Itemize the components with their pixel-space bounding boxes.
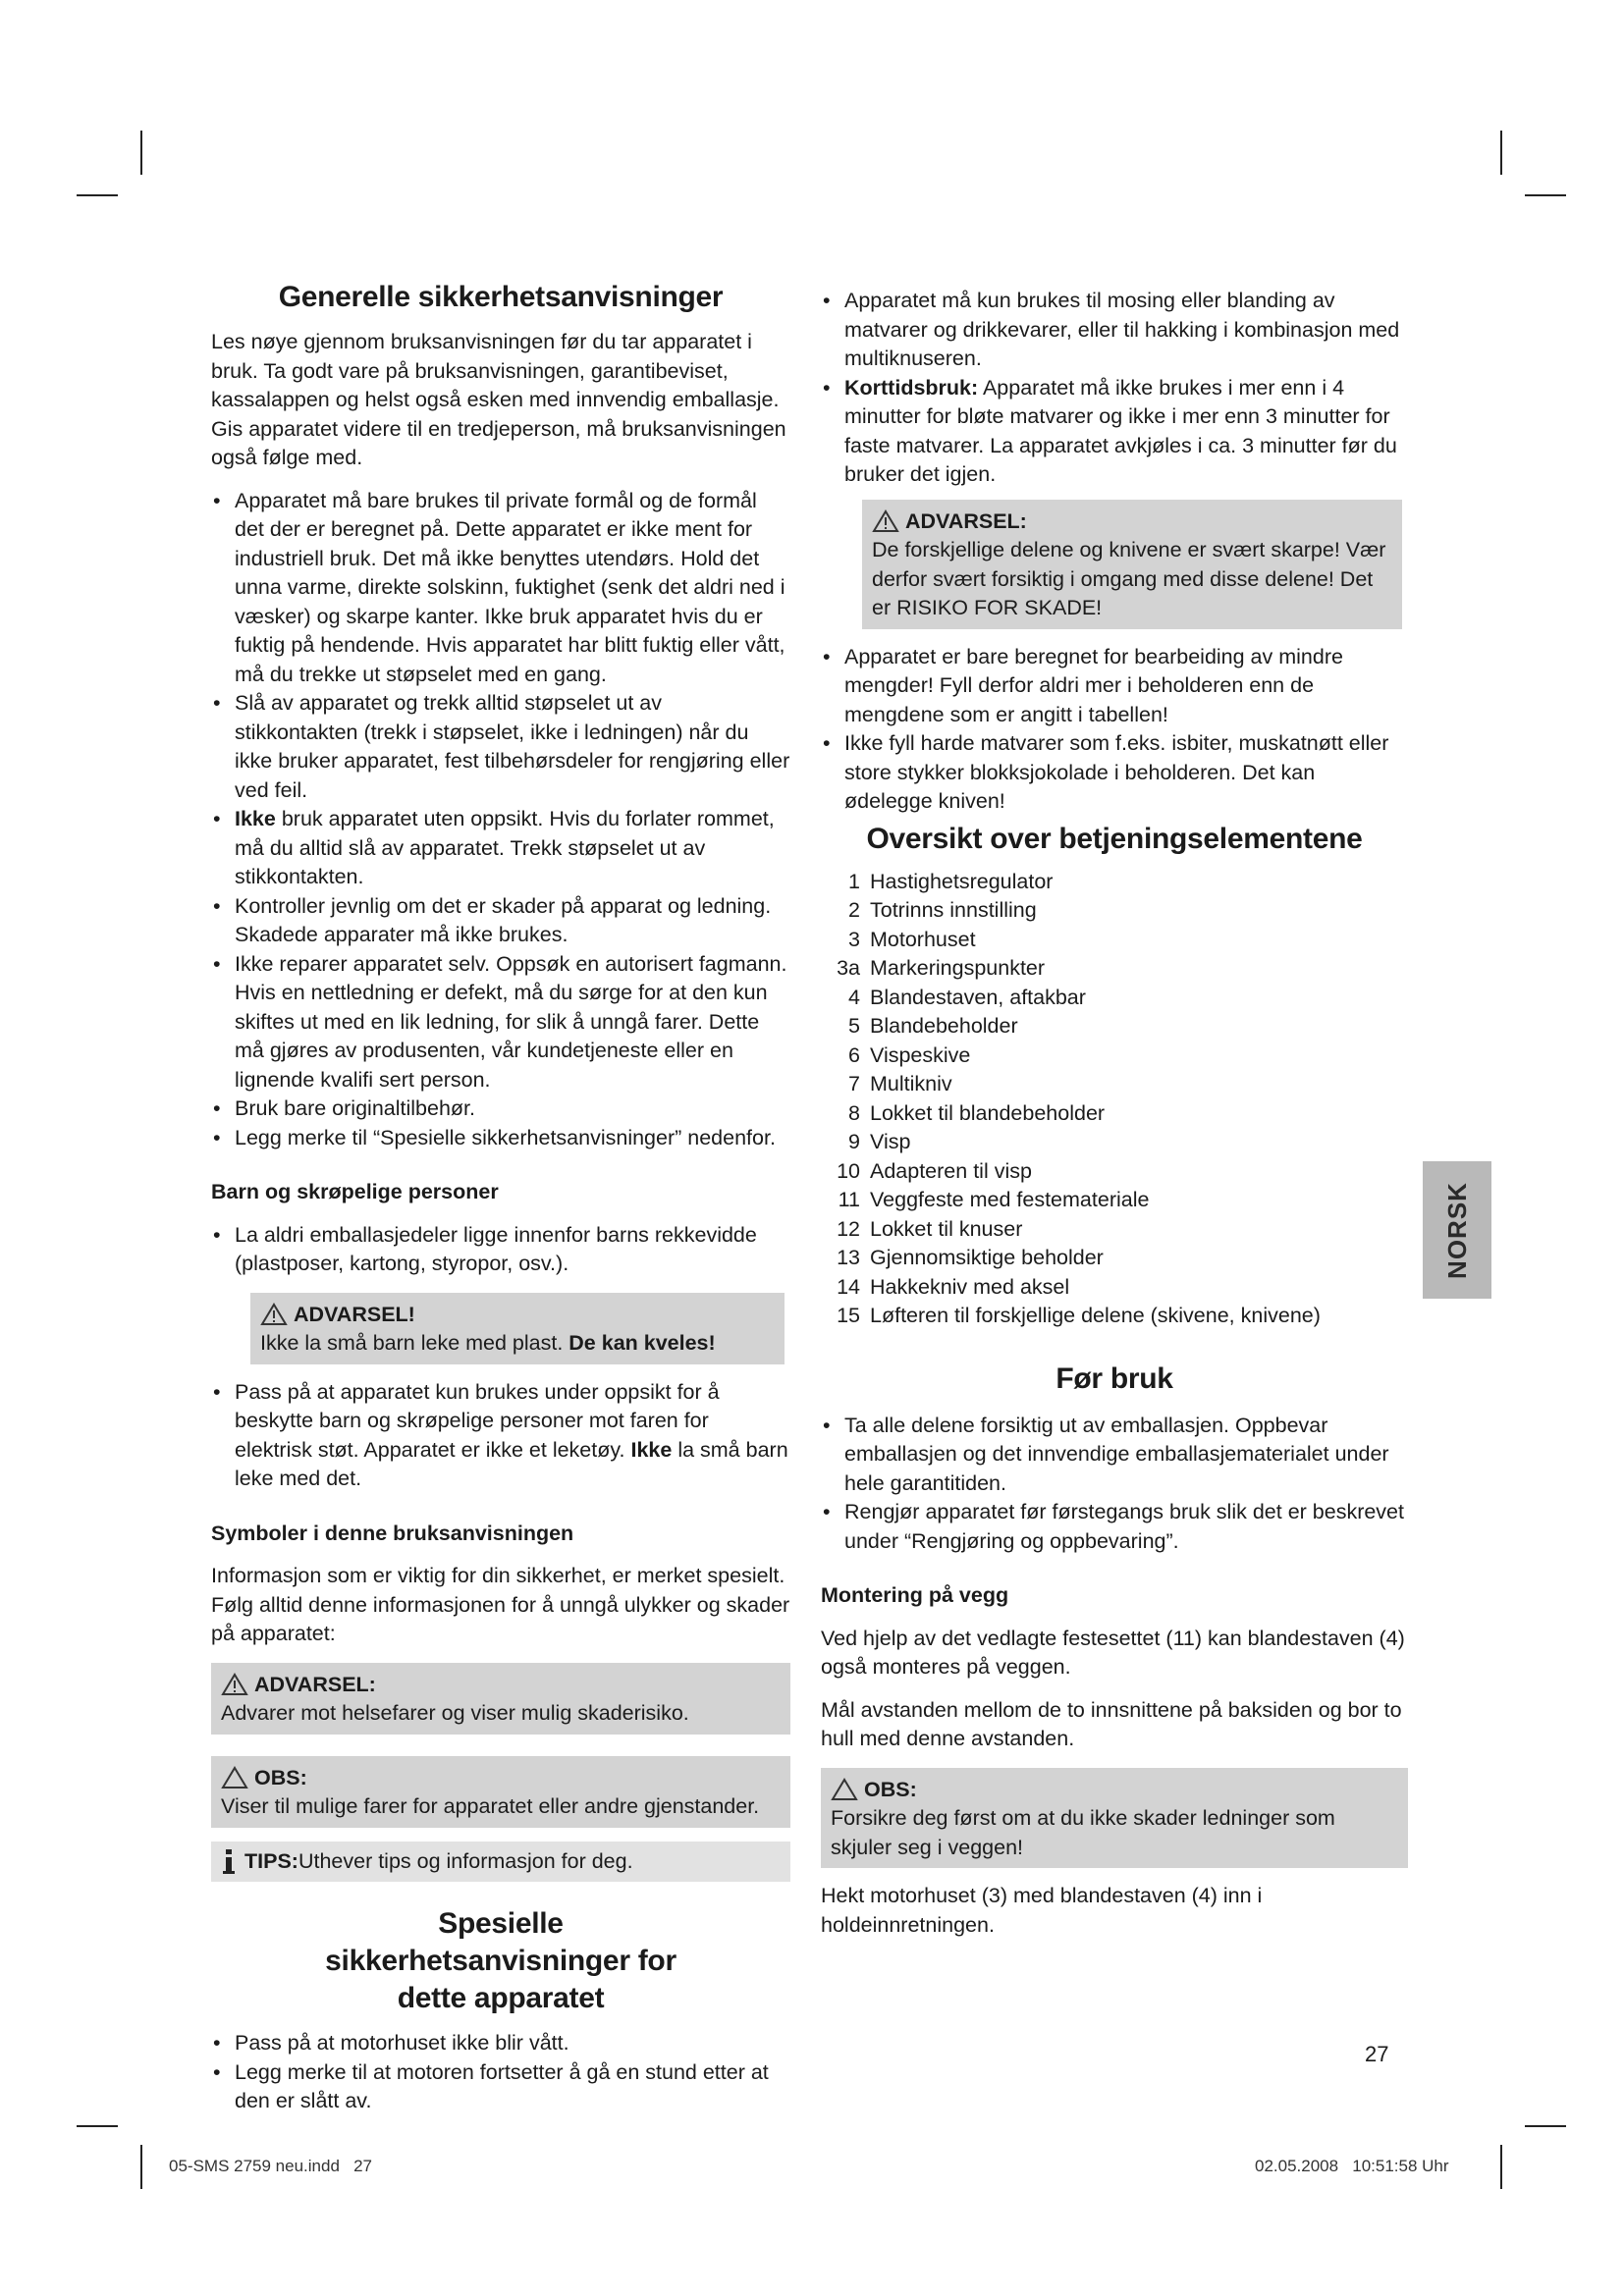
list-item: • Pass på at motorhuset ikke blir vått.: [211, 2029, 790, 2058]
list-item: • Rengjør apparatet før førstegangs bruk slik det er beskrevet under “Rengjøring og oppbevaring”.: [821, 1498, 1408, 1556]
special-safety-list: [211, 2029, 790, 2116]
language-tab: [1423, 1161, 1491, 1299]
list-item: • Ta alle delene forsiktig ut av emballasjen. Oppbevar emballasjen og det innvendige emballasjematerialet under hele garantitiden.: [821, 1412, 1408, 1499]
part-label: Adapteren til visp: [870, 1158, 1032, 1183]
part-label: Motorhuset: [870, 927, 976, 951]
tips-text: Uthever tips og informasjon for deg.: [298, 1848, 633, 1873]
caution-triangle-icon: [221, 1766, 248, 1789]
list-item: [211, 805, 790, 892]
warning-label: ADVARSEL:: [254, 1672, 376, 1696]
warning-text: De forskjellige delene og knivene er svært skarpe! Vær derfor svært forsiktig i omgang med disse delene! Det er RISIKO FOR SKADE!: [872, 538, 1386, 619]
warning-box: [250, 1293, 785, 1364]
part-label: Veggfeste med festemateriale: [870, 1188, 1150, 1211]
warning-text: [260, 1329, 775, 1359]
list-item: • Ikke fyll harde matvarer som f.eks. isbiter, muskatnøtt eller store stykker blokksjokolade i beholderen. Det kan ødelegge kniven!: [821, 729, 1408, 817]
warning-label: ADVARSEL!: [294, 1302, 415, 1326]
list-item: [821, 374, 1408, 490]
part-label: Totrinns innstilling: [870, 898, 1037, 922]
before-use-list: [821, 1412, 1408, 1557]
part-number: 8: [848, 1100, 860, 1125]
tips-label: TIPS:: [244, 1848, 298, 1873]
part-number: 4: [848, 985, 860, 1009]
list-item: • Bruk bare originaltilbehør.: [211, 1095, 790, 1124]
section-title-general-safety: Generelle sikkerhetsanvisninger: [278, 281, 724, 313]
part-label: Blandestaven, aftakbar: [870, 985, 1086, 1009]
parts-list-item: [821, 1273, 1408, 1303]
part-label: Lokket til knuser: [870, 1216, 1023, 1241]
part-label: Vispeskive: [870, 1042, 971, 1067]
parts-list-item: [821, 1157, 1408, 1187]
crop-mark: [1500, 131, 1502, 175]
part-label: Blandebeholder: [870, 1014, 1018, 1038]
obs-text: Forsikre deg først om at du ikke skader ledninger som skjuler seg i veggen!: [831, 1806, 1335, 1859]
section-title-overview: Oversikt over betjeningselementene: [866, 822, 1363, 855]
language-tab-label: NORSK: [1441, 1181, 1472, 1279]
part-label: Løfteren til forskjellige delene (skivene, knivene): [870, 1304, 1321, 1327]
part-number: 7: [848, 1072, 860, 1095]
warning-head: [260, 1301, 775, 1330]
list-item: • Legg merke til at motoren fortsetter å gå en stund etter at den er slått av.: [211, 2058, 790, 2116]
caution-triangle-icon: [831, 1778, 858, 1801]
symbol-obs-box: [211, 1756, 790, 1828]
parts-list-item: [821, 954, 1408, 984]
warning-triangle-icon: [221, 1673, 248, 1696]
footer-timestamp: 02.05.2008 10:51:58 Uhr: [1255, 2157, 1449, 2175]
intro-paragraph: Les nøye gjennom bruksanvisningen før du tar apparatet i bruk. Ta godt vare på bruksanvisningen, garantibeviset, kassalappen og helst også esken med innvendig emballasje. Gis apparatet videre til en tredjeperson, må bruksanvisningen også følge med.: [211, 330, 786, 469]
warning-emphasis: De kan kveles!: [568, 1331, 716, 1355]
subheading-children: Barn og skrøpelige personer: [211, 1180, 499, 1203]
list-item: • Legg merke til “Spesielle sikkerhetsanvisninger” nedenfor.: [211, 1124, 790, 1153]
parts-list-item: [821, 1099, 1408, 1129]
warning-body: Ikke la små barn leke med plast.: [260, 1331, 569, 1355]
warning-text: Advarer mot helsefarer og viser mulig skaderisiko.: [221, 1701, 689, 1725]
usage-list-2: [821, 643, 1408, 817]
footer-file-info: 05-SMS 2759 neu.indd 27: [169, 2157, 372, 2175]
crop-mark: [1525, 194, 1566, 196]
list-item: • Apparatet må bare brukes til private formål og de formål det der er beregnet på. Dette apparatet er ikke ment for industriell bruk. Det må ikke benyttes utendørs. Hold det unna varme, direkte solskinn, fuktighet (senk det aldri ned i væsker) og skarpe kanter. Ikke bruk apparatet hvis du er fuktig på hendende. Hvis apparatet har blitt fuktig eller vått, må du trekke ut støpselet med en gang.: [211, 487, 790, 690]
obs-head: [831, 1776, 1398, 1805]
part-label: Multikniv: [870, 1072, 952, 1095]
obs-label: OBS:: [864, 1777, 917, 1801]
list-item: • Apparatet må kun brukes til mosing eller blanding av matvarer og drikkevarer, eller til hakking i kombinasjon med multiknuseren.: [821, 287, 1408, 374]
crop-mark: [1500, 2145, 1502, 2189]
part-number: 5: [848, 1014, 860, 1038]
part-label: Markeringspunkter: [870, 956, 1046, 980]
section-title-before-use: Før bruk: [1056, 1362, 1173, 1395]
part-number: 11: [838, 1188, 860, 1211]
usage-list: [821, 287, 1408, 490]
parts-list-item: [821, 1128, 1408, 1157]
parts-list-item: [821, 1186, 1408, 1215]
safety-list: [211, 487, 790, 1153]
list-item: • La aldri emballasjedeler ligge innenfor barns rekkevidde (plastposer, kartong, styropor, osv.).: [211, 1221, 790, 1279]
part-number: 6: [848, 1042, 860, 1067]
symbols-intro: Informasjon som er viktig for din sikkerhet, er merket spesielt. Følg alltid denne informasjonen for å unngå ulykker og skader på apparatet:: [211, 1564, 790, 1645]
page-number: 27: [1365, 2042, 1389, 2066]
part-label: Visp: [870, 1130, 911, 1153]
part-number: 2: [848, 898, 860, 922]
part-number: 13: [837, 1246, 860, 1269]
subheading-symbols: Symboler i denne bruksanvisningen: [211, 1521, 574, 1545]
list-item-text: la små barn leke med det.: [235, 1437, 788, 1490]
list-item-text: bruk apparatet uten oppsikt. Hvis du forlater rommet, må du alltid slå av apparatet. Trekk støpselet ut av stikkontakten.: [235, 807, 775, 888]
crop-mark: [140, 131, 142, 175]
short-use-label: Korttidsbruk:: [844, 375, 979, 400]
part-number: 14: [837, 1274, 860, 1299]
list-item: • Kontroller jevnlig om det er skader på apparat og ledning. Skadede apparater må ikke brukes.: [211, 892, 790, 950]
part-number: 1: [848, 869, 860, 893]
list-item: • Slå av apparatet og trekk alltid støpselet ut av stikkontakten (trekk i støpselet, ikke i ledningen) når du ikke bruker apparatet, fest tilbehørsdeler for rengjøring eller ved feil.: [211, 689, 790, 805]
part-number: 3: [848, 927, 860, 951]
part-label: Hastighetsregulator: [870, 869, 1054, 893]
crop-mark: [1525, 2125, 1566, 2127]
obs-head: [221, 1764, 781, 1793]
part-number: 15: [837, 1304, 860, 1327]
obs-box: [821, 1768, 1408, 1869]
parts-list-item: [821, 984, 1408, 1013]
subheading-wall-mount: Montering på vegg: [821, 1583, 1009, 1607]
children-list-2: [211, 1378, 790, 1494]
part-number: 3a: [837, 956, 860, 980]
tips-box: [211, 1842, 790, 1883]
parts-list-item: [821, 1302, 1408, 1331]
part-label: Hakkekniv med aksel: [870, 1274, 1070, 1299]
part-number: 9: [848, 1130, 860, 1153]
part-number: 12: [837, 1216, 860, 1241]
warning-triangle-icon: [260, 1303, 288, 1326]
crop-mark: [140, 2145, 142, 2189]
part-label: Gjennomsiktige beholder: [870, 1246, 1104, 1269]
parts-list-item: [821, 926, 1408, 955]
warning-box: [862, 500, 1402, 629]
parts-list: [821, 868, 1408, 1331]
parts-list-item: [821, 1215, 1408, 1245]
list-item-text: Pass på at apparatet kun brukes under oppsikt for å beskytte barn og skrøpelige personer mot faren for elektrisk støt. Apparatet er ikke et leketøy.: [235, 1379, 720, 1462]
obs-label: OBS:: [254, 1765, 307, 1789]
symbol-warning-box: [211, 1663, 790, 1735]
parts-list-item: [821, 1041, 1408, 1071]
wall-paragraph: Ved hjelp av det vedlagte festesettet (11) kan blandestaven (4) også monteres på veggen.: [821, 1626, 1405, 1679]
list-item: • Ikke reparer apparatet selv. Oppsøk en autorisert fagmann. Hvis en nettledning er defekt, må du sørge for at den kun skiftes ut med en lik ledning, for slik å unngå farer. Dette må gjøres av produsenten, vår kundetjeneste eller en lignende kvalifi sert person.: [211, 950, 790, 1095]
warning-label: ADVARSEL:: [905, 508, 1027, 533]
list-item: [211, 1378, 790, 1494]
obs-text: Viser til mulige farer for apparatet eller andre gjenstander.: [221, 1794, 760, 1818]
wall-paragraph: Hekt motorhuset (3) med blandestaven (4) inn i holdeinnretningen.: [821, 1884, 1263, 1937]
parts-list-item: [821, 868, 1408, 897]
list-item: • Apparatet er bare beregnet for bearbeiding av mindre mengder! Fyll derfor aldri mer i beholderen enn de mengdene som er angitt i tabellen!: [821, 643, 1408, 730]
children-list: [211, 1221, 790, 1279]
info-icon: [221, 1847, 237, 1875]
section-title-special-safety: Spesielle sikkerhetsanvisninger for dette apparatet: [325, 1907, 677, 2014]
right-column: [821, 287, 1408, 1953]
parts-list-item: [821, 1012, 1408, 1041]
crop-mark: [77, 2125, 118, 2127]
warning-triangle-icon: [872, 509, 899, 533]
part-number: 10: [837, 1158, 860, 1183]
bold-ikke: Ikke: [630, 1437, 673, 1462]
parts-list-item: [821, 1244, 1408, 1273]
warning-head: [221, 1671, 781, 1700]
left-column: [211, 279, 790, 2130]
warning-head: [872, 507, 1392, 537]
part-label: Lokket til blandebeholder: [870, 1100, 1106, 1125]
crop-mark: [77, 194, 118, 196]
list-item-text: Apparatet må ikke brukes i mer enn i 4 minutter for bløte matvarer og ikke i mer enn 3 minutter for faste matvarer. La apparatet avkjøles i ca. 3 minutter før du bruker det igjen.: [844, 375, 1397, 486]
parts-list-item: [821, 896, 1408, 926]
parts-list-item: [821, 1070, 1408, 1099]
wall-paragraph: Mål avstanden mellom de to innsnittene på baksiden og bor to hull med denne avstanden.: [821, 1697, 1402, 1750]
bold-ikke: Ikke: [235, 807, 276, 830]
